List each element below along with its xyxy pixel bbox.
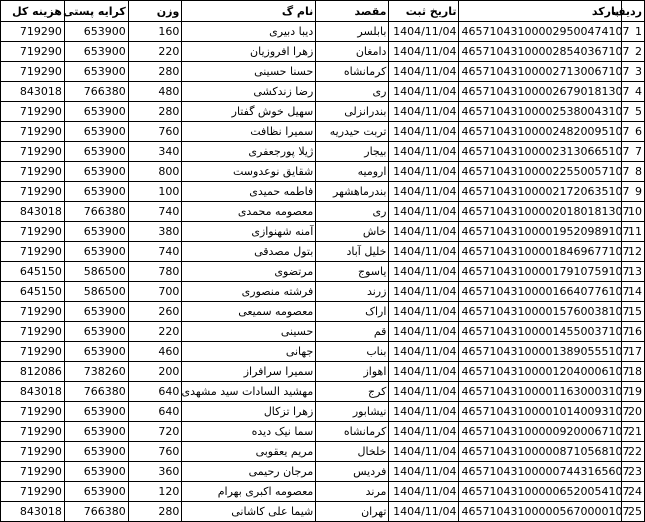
cell-barcode[interactable]: 465710431000023130665107: [459, 142, 622, 162]
cell-name[interactable]: مرتضوی: [182, 262, 316, 282]
cell-index[interactable]: 12: [622, 242, 645, 262]
header-fee[interactable]: کرایه پستی: [64, 1, 128, 22]
cell-name[interactable]: فاطمه حمیدی: [182, 182, 316, 202]
cell-destination[interactable]: ری: [316, 202, 389, 222]
cell-weight[interactable]: 780: [128, 262, 182, 282]
cell-date[interactable]: 1404/11/04: [389, 42, 459, 62]
cell-fee[interactable]: 653900: [64, 442, 128, 462]
cell-total[interactable]: 843018: [1, 502, 65, 522]
cell-total[interactable]: 843018: [1, 82, 65, 102]
cell-fee[interactable]: 766380: [64, 502, 128, 522]
cell-destination[interactable]: تربت حیدریه: [316, 122, 389, 142]
cell-barcode[interactable]: 465710431000027130067107: [459, 62, 622, 82]
cell-fee[interactable]: 586500: [64, 262, 128, 282]
cell-fee[interactable]: 653900: [64, 322, 128, 342]
cell-destination[interactable]: فردیس: [316, 462, 389, 482]
cell-fee[interactable]: 653900: [64, 22, 128, 42]
cell-total[interactable]: 719290: [1, 122, 65, 142]
cell-weight[interactable]: 100: [128, 182, 182, 202]
cell-date[interactable]: 1404/11/04: [389, 462, 459, 482]
cell-total[interactable]: 843018: [1, 202, 65, 222]
cell-barcode[interactable]: 465710431000018469677107: [459, 242, 622, 262]
cell-barcode[interactable]: 465710431000019520989107: [459, 222, 622, 242]
cell-destination[interactable]: زرند: [316, 282, 389, 302]
cell-weight[interactable]: 160: [128, 22, 182, 42]
table-row: [1, 82, 645, 102]
cell-name[interactable]: حسنا حسینی: [182, 62, 316, 82]
cell-fee[interactable]: 653900: [64, 42, 128, 62]
cell-name[interactable]: آمنه شهنوازی: [182, 222, 316, 242]
cell-fee[interactable]: 766380: [64, 202, 128, 222]
cell-weight[interactable]: 360: [128, 462, 182, 482]
cell-destination[interactable]: اهواز: [316, 362, 389, 382]
cell-barcode[interactable]: 465710431000024820095107: [459, 122, 622, 142]
cell-fee[interactable]: 653900: [64, 62, 128, 82]
cell-fee[interactable]: 653900: [64, 122, 128, 142]
cell-total[interactable]: 719290: [1, 302, 65, 322]
cell-barcode[interactable]: 465710431000016640776107: [459, 282, 622, 302]
header-barcode[interactable]: بارکد: [459, 1, 622, 22]
cell-index[interactable]: 8: [622, 162, 645, 182]
cell-date[interactable]: 1404/11/04: [389, 82, 459, 102]
cell-date[interactable]: 1404/11/04: [389, 422, 459, 442]
cell-date[interactable]: 1404/11/04: [389, 502, 459, 522]
table-row: [1, 22, 645, 42]
header-destination[interactable]: مقصد: [316, 1, 389, 22]
cell-fee[interactable]: 653900: [64, 102, 128, 122]
table-row: [1, 382, 645, 402]
cell-destination[interactable]: بیجار: [316, 142, 389, 162]
cell-total[interactable]: 719290: [1, 162, 65, 182]
cell-total[interactable]: 719290: [1, 142, 65, 162]
cell-name[interactable]: شیما علی کاشانی: [182, 502, 316, 522]
header-weight[interactable]: وزن: [128, 1, 182, 22]
cell-fee[interactable]: 653900: [64, 222, 128, 242]
cell-index[interactable]: 3: [622, 62, 645, 82]
cell-name[interactable]: سمیرا سرافراز: [182, 362, 316, 382]
cell-fee[interactable]: 653900: [64, 342, 128, 362]
cell-index[interactable]: 15: [622, 302, 645, 322]
cell-barcode[interactable]: 465710431000028540367107: [459, 42, 622, 62]
cell-destination[interactable]: دامغان: [316, 42, 389, 62]
cell-weight[interactable]: 280: [128, 502, 182, 522]
table-row: [1, 322, 645, 342]
cell-destination[interactable]: بابلسر: [316, 22, 389, 42]
cell-index[interactable]: 14: [622, 282, 645, 302]
cell-name[interactable]: مریم یعقوبی: [182, 442, 316, 462]
cell-name[interactable]: مهشید السادات سید مشهدی: [182, 382, 316, 402]
cell-weight[interactable]: 760: [128, 442, 182, 462]
cell-index[interactable]: 1: [622, 22, 645, 42]
cell-destination[interactable]: خلیل آباد: [316, 242, 389, 262]
cell-barcode[interactable]: 465710431000022550057107: [459, 162, 622, 182]
cell-total[interactable]: 719290: [1, 42, 65, 62]
cell-date[interactable]: 1404/11/04: [389, 402, 459, 422]
cell-total[interactable]: 719290: [1, 182, 65, 202]
cell-index[interactable]: 2: [622, 42, 645, 62]
cell-fee[interactable]: 653900: [64, 142, 128, 162]
table-row: [1, 442, 645, 462]
cell-weight[interactable]: 220: [128, 322, 182, 342]
table-row: [1, 482, 645, 502]
cell-total[interactable]: 719290: [1, 442, 65, 462]
cell-date[interactable]: 1404/11/04: [389, 142, 459, 162]
cell-index[interactable]: 24: [622, 482, 645, 502]
cell-weight[interactable]: 740: [128, 242, 182, 262]
cell-destination[interactable]: بناب: [316, 342, 389, 362]
cell-name[interactable]: بتول مصدقی: [182, 242, 316, 262]
table-row: [1, 502, 645, 522]
cell-index[interactable]: 5: [622, 102, 645, 122]
cell-fee[interactable]: 653900: [64, 162, 128, 182]
cell-weight[interactable]: 200: [128, 362, 182, 382]
cell-weight[interactable]: 220: [128, 42, 182, 62]
cell-date[interactable]: 1404/11/04: [389, 262, 459, 282]
cell-total[interactable]: 719290: [1, 222, 65, 242]
cell-weight[interactable]: 460: [128, 342, 182, 362]
cell-fee[interactable]: 653900: [64, 462, 128, 482]
cell-barcode[interactable]: 465710431000008710568107: [459, 442, 622, 462]
cell-barcode[interactable]: 465710431000010140093107: [459, 402, 622, 422]
cell-index[interactable]: 7: [622, 142, 645, 162]
cell-date[interactable]: 1404/11/04: [389, 342, 459, 362]
cell-date[interactable]: 1404/11/04: [389, 442, 459, 462]
cell-name[interactable]: جهانی: [182, 342, 316, 362]
cell-total[interactable]: 645150: [1, 262, 65, 282]
header-date[interactable]: تاریخ ثبت: [389, 1, 459, 22]
cell-index[interactable]: 6: [622, 122, 645, 142]
header-total[interactable]: هزینه کل: [1, 1, 65, 22]
cell-date[interactable]: 1404/11/04: [389, 322, 459, 342]
cell-total[interactable]: 719290: [1, 482, 65, 502]
cell-date[interactable]: 1404/11/04: [389, 242, 459, 262]
header-row: [1, 1, 645, 22]
cell-barcode[interactable]: 465710431000012040006107: [459, 362, 622, 382]
cell-name[interactable]: رضا زندکشی: [182, 82, 316, 102]
cell-destination[interactable]: قم: [316, 322, 389, 342]
cell-index[interactable]: 21: [622, 422, 645, 442]
cell-date[interactable]: 1404/11/04: [389, 282, 459, 302]
cell-index[interactable]: 13: [622, 262, 645, 282]
table-row: [1, 122, 645, 142]
cell-barcode[interactable]: 465710431000021720635107: [459, 182, 622, 202]
cell-total[interactable]: 812086: [1, 362, 65, 382]
cell-fee[interactable]: 653900: [64, 402, 128, 422]
cell-index[interactable]: 9: [622, 182, 645, 202]
table-row: [1, 202, 645, 222]
cell-index[interactable]: 18: [622, 362, 645, 382]
cell-destination[interactable]: ارومیه: [316, 162, 389, 182]
table-row: [1, 182, 645, 202]
table-row: [1, 402, 645, 422]
table-row: [1, 262, 645, 282]
cell-total[interactable]: 719290: [1, 22, 65, 42]
cell-index[interactable]: 23: [622, 462, 645, 482]
cell-date[interactable]: 1404/11/04: [389, 202, 459, 222]
cell-destination[interactable]: بندرانزلی: [316, 102, 389, 122]
cell-destination[interactable]: بندرماهشهر: [316, 182, 389, 202]
cell-date[interactable]: 1404/11/04: [389, 182, 459, 202]
cell-destination[interactable]: تهران: [316, 502, 389, 522]
cell-weight[interactable]: 720: [128, 422, 182, 442]
cell-fee[interactable]: 653900: [64, 482, 128, 502]
cell-total[interactable]: 719290: [1, 462, 65, 482]
cell-destination[interactable]: خلخال: [316, 442, 389, 462]
cell-total[interactable]: 719290: [1, 322, 65, 342]
cell-name[interactable]: سمیرا نظافت: [182, 122, 316, 142]
cell-weight[interactable]: 340: [128, 142, 182, 162]
cell-barcode[interactable]: 465710431000015760038107: [459, 302, 622, 322]
cell-index[interactable]: 19: [622, 382, 645, 402]
table-row: [1, 282, 645, 302]
table-row: [1, 62, 645, 82]
cell-weight[interactable]: 120: [128, 482, 182, 502]
cell-weight[interactable]: 700: [128, 282, 182, 302]
cell-fee[interactable]: 738260: [64, 362, 128, 382]
cell-total[interactable]: 719290: [1, 102, 65, 122]
table-row: [1, 342, 645, 362]
cell-destination[interactable]: ری: [316, 82, 389, 102]
cell-weight[interactable]: 480: [128, 82, 182, 102]
cell-name[interactable]: سهیل خوش گفتار: [182, 102, 316, 122]
cell-barcode[interactable]: 465710431000013890555107: [459, 342, 622, 362]
cell-weight[interactable]: 380: [128, 222, 182, 242]
cell-name[interactable]: زهرا تزکال: [182, 402, 316, 422]
cell-total[interactable]: 719290: [1, 422, 65, 442]
cell-name[interactable]: زهرا افروزیان: [182, 42, 316, 62]
cell-barcode[interactable]: 465710431000026790181307: [459, 82, 622, 102]
cell-destination[interactable]: کرج: [316, 382, 389, 402]
cell-date[interactable]: 1404/11/04: [389, 222, 459, 242]
cell-barcode[interactable]: 465710431000017910759107: [459, 262, 622, 282]
cell-barcode[interactable]: 465710431000029500474107: [459, 22, 622, 42]
cell-date[interactable]: 1404/11/04: [389, 362, 459, 382]
table-row: [1, 142, 645, 162]
cell-destination[interactable]: کرمانشاه: [316, 422, 389, 442]
cell-fee[interactable]: 653900: [64, 242, 128, 262]
cell-total[interactable]: 719290: [1, 242, 65, 262]
cell-fee[interactable]: 653900: [64, 302, 128, 322]
cell-barcode[interactable]: 465710431000014550037107: [459, 322, 622, 342]
cell-name[interactable]: مرجان رحیمی: [182, 462, 316, 482]
cell-fee[interactable]: 586500: [64, 282, 128, 302]
table-row: [1, 302, 645, 322]
cell-weight[interactable]: 640: [128, 402, 182, 422]
cell-index[interactable]: 25: [622, 502, 645, 522]
cell-date[interactable]: 1404/11/04: [389, 162, 459, 182]
cell-barcode[interactable]: 465710431000020180181307: [459, 202, 622, 222]
cell-name[interactable]: سما نیک دیده: [182, 422, 316, 442]
cell-total[interactable]: 719290: [1, 62, 65, 82]
cell-total[interactable]: 645150: [1, 282, 65, 302]
cell-destination[interactable]: یاسوج: [316, 262, 389, 282]
cell-name[interactable]: فرشته منصوری: [182, 282, 316, 302]
cell-fee[interactable]: 766380: [64, 382, 128, 402]
cell-barcode[interactable]: 465710431000006520054107: [459, 482, 622, 502]
table-row: [1, 222, 645, 242]
cell-index[interactable]: 16: [622, 322, 645, 342]
cell-barcode[interactable]: 465710431000009200067107: [459, 422, 622, 442]
cell-name[interactable]: حسینی: [182, 322, 316, 342]
cell-total[interactable]: 719290: [1, 342, 65, 362]
cell-date[interactable]: 1404/11/04: [389, 22, 459, 42]
cell-date[interactable]: 1404/11/04: [389, 302, 459, 322]
table-row: [1, 422, 645, 442]
cell-index[interactable]: 11: [622, 222, 645, 242]
cell-name[interactable]: ژیلا پورجعفری: [182, 142, 316, 162]
cell-weight[interactable]: 280: [128, 62, 182, 82]
cell-destination[interactable]: نیشابور: [316, 402, 389, 422]
cell-date[interactable]: 1404/11/04: [389, 62, 459, 82]
cell-date[interactable]: 1404/11/04: [389, 382, 459, 402]
cell-date[interactable]: 1404/11/04: [389, 122, 459, 142]
table-row: [1, 242, 645, 262]
cell-weight[interactable]: 280: [128, 102, 182, 122]
cell-fee[interactable]: 653900: [64, 422, 128, 442]
table-row: [1, 462, 645, 482]
cell-destination[interactable]: مرند: [316, 482, 389, 502]
cell-name[interactable]: معصومه سمیعی: [182, 302, 316, 322]
cell-weight[interactable]: 800: [128, 162, 182, 182]
cell-name[interactable]: دیبا دبیری: [182, 22, 316, 42]
cell-weight[interactable]: 640: [128, 382, 182, 402]
table-row: [1, 362, 645, 382]
cell-name[interactable]: شقایق نوعدوست: [182, 162, 316, 182]
table-row: [1, 162, 645, 182]
cell-total[interactable]: 719290: [1, 402, 65, 422]
cell-index[interactable]: 10: [622, 202, 645, 222]
cell-barcode[interactable]: 465710431000025380043107: [459, 102, 622, 122]
cell-fee[interactable]: 653900: [64, 182, 128, 202]
header-index[interactable]: ردیف: [622, 1, 645, 22]
cell-index[interactable]: 20: [622, 402, 645, 422]
cell-barcode[interactable]: 465710431000005670000107: [459, 502, 622, 522]
cell-weight[interactable]: 760: [128, 122, 182, 142]
cell-date[interactable]: 1404/11/04: [389, 102, 459, 122]
cell-fee[interactable]: 766380: [64, 82, 128, 102]
cell-index[interactable]: 17: [622, 342, 645, 362]
cell-index[interactable]: 22: [622, 442, 645, 462]
cell-barcode[interactable]: 465710431000011630003107: [459, 382, 622, 402]
cell-name[interactable]: معصومه محمدی: [182, 202, 316, 222]
cell-barcode[interactable]: 465710431000007443165607: [459, 462, 622, 482]
header-name[interactable]: نام گ: [182, 1, 316, 22]
cell-name[interactable]: معصومه اکبری بهرام: [182, 482, 316, 502]
table-row: [1, 102, 645, 122]
cell-index[interactable]: 4: [622, 82, 645, 102]
table-row: [1, 42, 645, 62]
cell-destination[interactable]: اراک: [316, 302, 389, 322]
cell-destination[interactable]: خاش: [316, 222, 389, 242]
cell-weight[interactable]: 740: [128, 202, 182, 222]
cell-total[interactable]: 843018: [1, 382, 65, 402]
cell-date[interactable]: 1404/11/04: [389, 482, 459, 502]
cell-destination[interactable]: کرمانشاه: [316, 62, 389, 82]
cell-weight[interactable]: 260: [128, 302, 182, 322]
